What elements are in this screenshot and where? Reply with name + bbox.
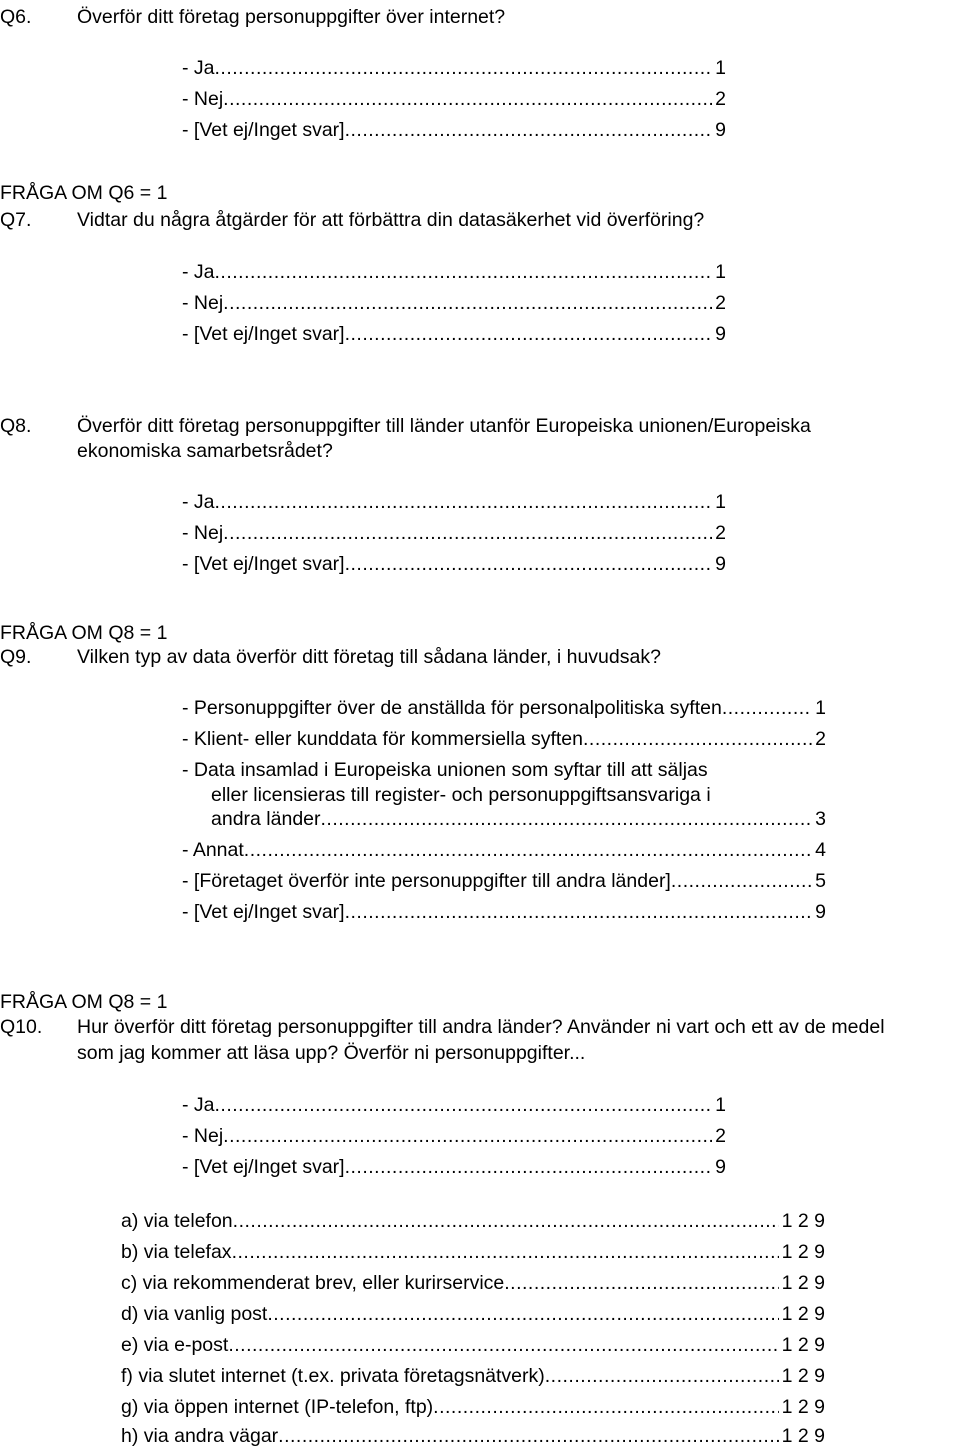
question-text: Hur överför ditt företag personuppgifter till andra länder? Använder ni vart och ett av de medel [77, 1016, 885, 1038]
leader-dots [345, 322, 713, 346]
option-label-line1: - Data insamlad i Europeiska unionen som syftar till att säljas [182, 759, 708, 781]
means-label: b) via telefax [121, 1241, 232, 1263]
means-codes: 1 2 9 [781, 1425, 825, 1447]
means-item [121, 1302, 825, 1326]
answer-option [182, 322, 726, 346]
means-codes: 1 2 9 [781, 1210, 825, 1232]
answer-option [182, 521, 726, 545]
option-label: - [Vet ej/Inget svar] [182, 901, 345, 923]
leader-dots [345, 552, 713, 576]
answer-option [182, 56, 726, 80]
option-label: - [Vet ej/Inget svar] [182, 553, 345, 575]
leader-dots [244, 838, 812, 862]
option-label: - Personuppgifter över de anställda för personalpolitiska syften [182, 697, 722, 719]
leader-dots [215, 56, 713, 80]
answer-option [182, 696, 826, 720]
leader-dots [223, 87, 712, 111]
means-codes: 1 2 9 [781, 1272, 825, 1294]
leader-dots [583, 727, 812, 751]
leader-dots [278, 1424, 778, 1448]
means-label: c) via rekommenderat brev, eller kurirservice [121, 1272, 505, 1294]
question-text: Vilken typ av data överför ditt företag till sådana länder, i huvudsak? [77, 646, 661, 668]
leader-dots [345, 1155, 713, 1179]
question-text-continued: ekonomiska samarbetsrådet? [77, 440, 333, 462]
means-codes: 1 2 9 [781, 1303, 825, 1325]
answer-option [182, 552, 726, 576]
answer-option [182, 1124, 726, 1148]
leader-dots [345, 900, 813, 924]
filter-condition: FRÅGA OM Q8 = 1 [0, 622, 168, 644]
leader-dots [215, 260, 713, 284]
option-code: 2 [715, 1125, 726, 1147]
leader-dots [223, 291, 712, 315]
option-label: - [Vet ej/Inget svar] [182, 119, 345, 141]
option-code: 1 [715, 491, 726, 513]
option-code: 1 [715, 1094, 726, 1116]
means-label: g) via öppen internet (IP-telefon, ftp) [121, 1396, 434, 1418]
means-item [121, 1333, 825, 1357]
option-code: 2 [715, 292, 726, 314]
means-label: d) via vanlig post [121, 1303, 268, 1325]
answer-option [182, 118, 726, 142]
option-label: - [Vet ej/Inget svar] [182, 323, 345, 345]
leader-dots [215, 1093, 713, 1117]
leader-dots [232, 1240, 779, 1264]
means-item [121, 1209, 825, 1233]
leader-dots [504, 1271, 778, 1295]
option-code: 2 [715, 522, 726, 544]
answer-option [182, 1093, 726, 1117]
option-label: - Annat [182, 839, 244, 861]
means-codes: 1 2 9 [781, 1396, 825, 1418]
question-number: Q10. [0, 1016, 43, 1038]
option-label: andra länder [211, 808, 321, 830]
answer-option [182, 260, 726, 284]
option-code: 1 [715, 57, 726, 79]
leader-dots [267, 1302, 778, 1326]
option-code: 9 [715, 119, 726, 141]
leader-dots [223, 521, 712, 545]
option-label: - Nej [182, 292, 224, 314]
leader-dots [345, 118, 713, 142]
option-label: - [Företaget överför inte personuppgifter till andra länder] [182, 870, 671, 892]
option-code: 2 [715, 88, 726, 110]
option-label: - Ja [182, 261, 215, 283]
leader-dots [722, 696, 812, 720]
means-label: a) via telefon [121, 1210, 233, 1232]
leader-dots [321, 807, 813, 831]
option-code: 9 [715, 1156, 726, 1178]
question-number: Q6. [0, 6, 32, 28]
leader-dots [233, 1209, 779, 1233]
option-code: 1 [715, 261, 726, 283]
means-label: e) via e-post [121, 1334, 229, 1356]
option-label: - Klient- eller kunddata för kommersiella syften [182, 728, 583, 750]
question-text: Överför ditt företag personuppgifter till länder utanför Europeiska unionen/Europeiska [77, 415, 811, 437]
option-code: 9 [815, 901, 826, 923]
option-label: - [Vet ej/Inget svar] [182, 1156, 345, 1178]
option-code: 9 [715, 553, 726, 575]
answer-option [182, 869, 826, 893]
answer-option [182, 490, 726, 514]
option-code: 4 [815, 839, 826, 861]
option-code: 5 [815, 870, 826, 892]
leader-dots [545, 1364, 779, 1388]
option-label: - Nej [182, 1125, 224, 1147]
question-number: Q9. [0, 646, 32, 668]
question-text: Vidtar du några åtgärder för att förbättra din datasäkerhet vid överföring? [77, 209, 705, 231]
question-number: Q7. [0, 209, 32, 231]
means-item [121, 1424, 825, 1448]
means-label: f) via slutet internet (t.ex. privata företagsnätverk) [121, 1365, 545, 1387]
option-label-line2: eller licensieras till register- och personuppgiftsansvariga i [211, 784, 711, 806]
answer-option [182, 838, 826, 862]
option-code: 9 [715, 323, 726, 345]
means-codes: 1 2 9 [781, 1241, 825, 1263]
option-label: - Ja [182, 57, 215, 79]
means-item [121, 1240, 825, 1264]
answer-option [211, 807, 826, 831]
question-text: Överför ditt företag personuppgifter över internet? [77, 6, 506, 28]
means-item [121, 1364, 825, 1388]
answer-option [182, 1155, 726, 1179]
means-item [121, 1395, 825, 1419]
answer-option [182, 87, 726, 111]
answer-option [182, 900, 826, 924]
filter-condition: FRÅGA OM Q8 = 1 [0, 991, 168, 1013]
answer-option [182, 291, 726, 315]
question-number: Q8. [0, 415, 32, 437]
option-label: - Nej [182, 522, 224, 544]
means-codes: 1 2 9 [781, 1334, 825, 1356]
option-code: 1 [815, 697, 826, 719]
means-label: h) via andra vägar [121, 1425, 279, 1447]
option-label: - Ja [182, 1094, 215, 1116]
leader-dots [433, 1395, 778, 1419]
option-label: - Ja [182, 491, 215, 513]
option-label: - Nej [182, 88, 224, 110]
filter-condition: FRÅGA OM Q6 = 1 [0, 182, 168, 204]
answer-option [182, 727, 826, 751]
means-codes: 1 2 9 [781, 1365, 825, 1387]
leader-dots [228, 1333, 778, 1357]
option-code: 3 [815, 808, 826, 830]
option-code: 2 [815, 728, 826, 750]
question-text-continued: som jag kommer att läsa upp? Överför ni personuppgifter... [77, 1042, 586, 1064]
leader-dots [223, 1124, 712, 1148]
leader-dots [671, 869, 812, 893]
means-item [121, 1271, 825, 1295]
leader-dots [215, 490, 713, 514]
